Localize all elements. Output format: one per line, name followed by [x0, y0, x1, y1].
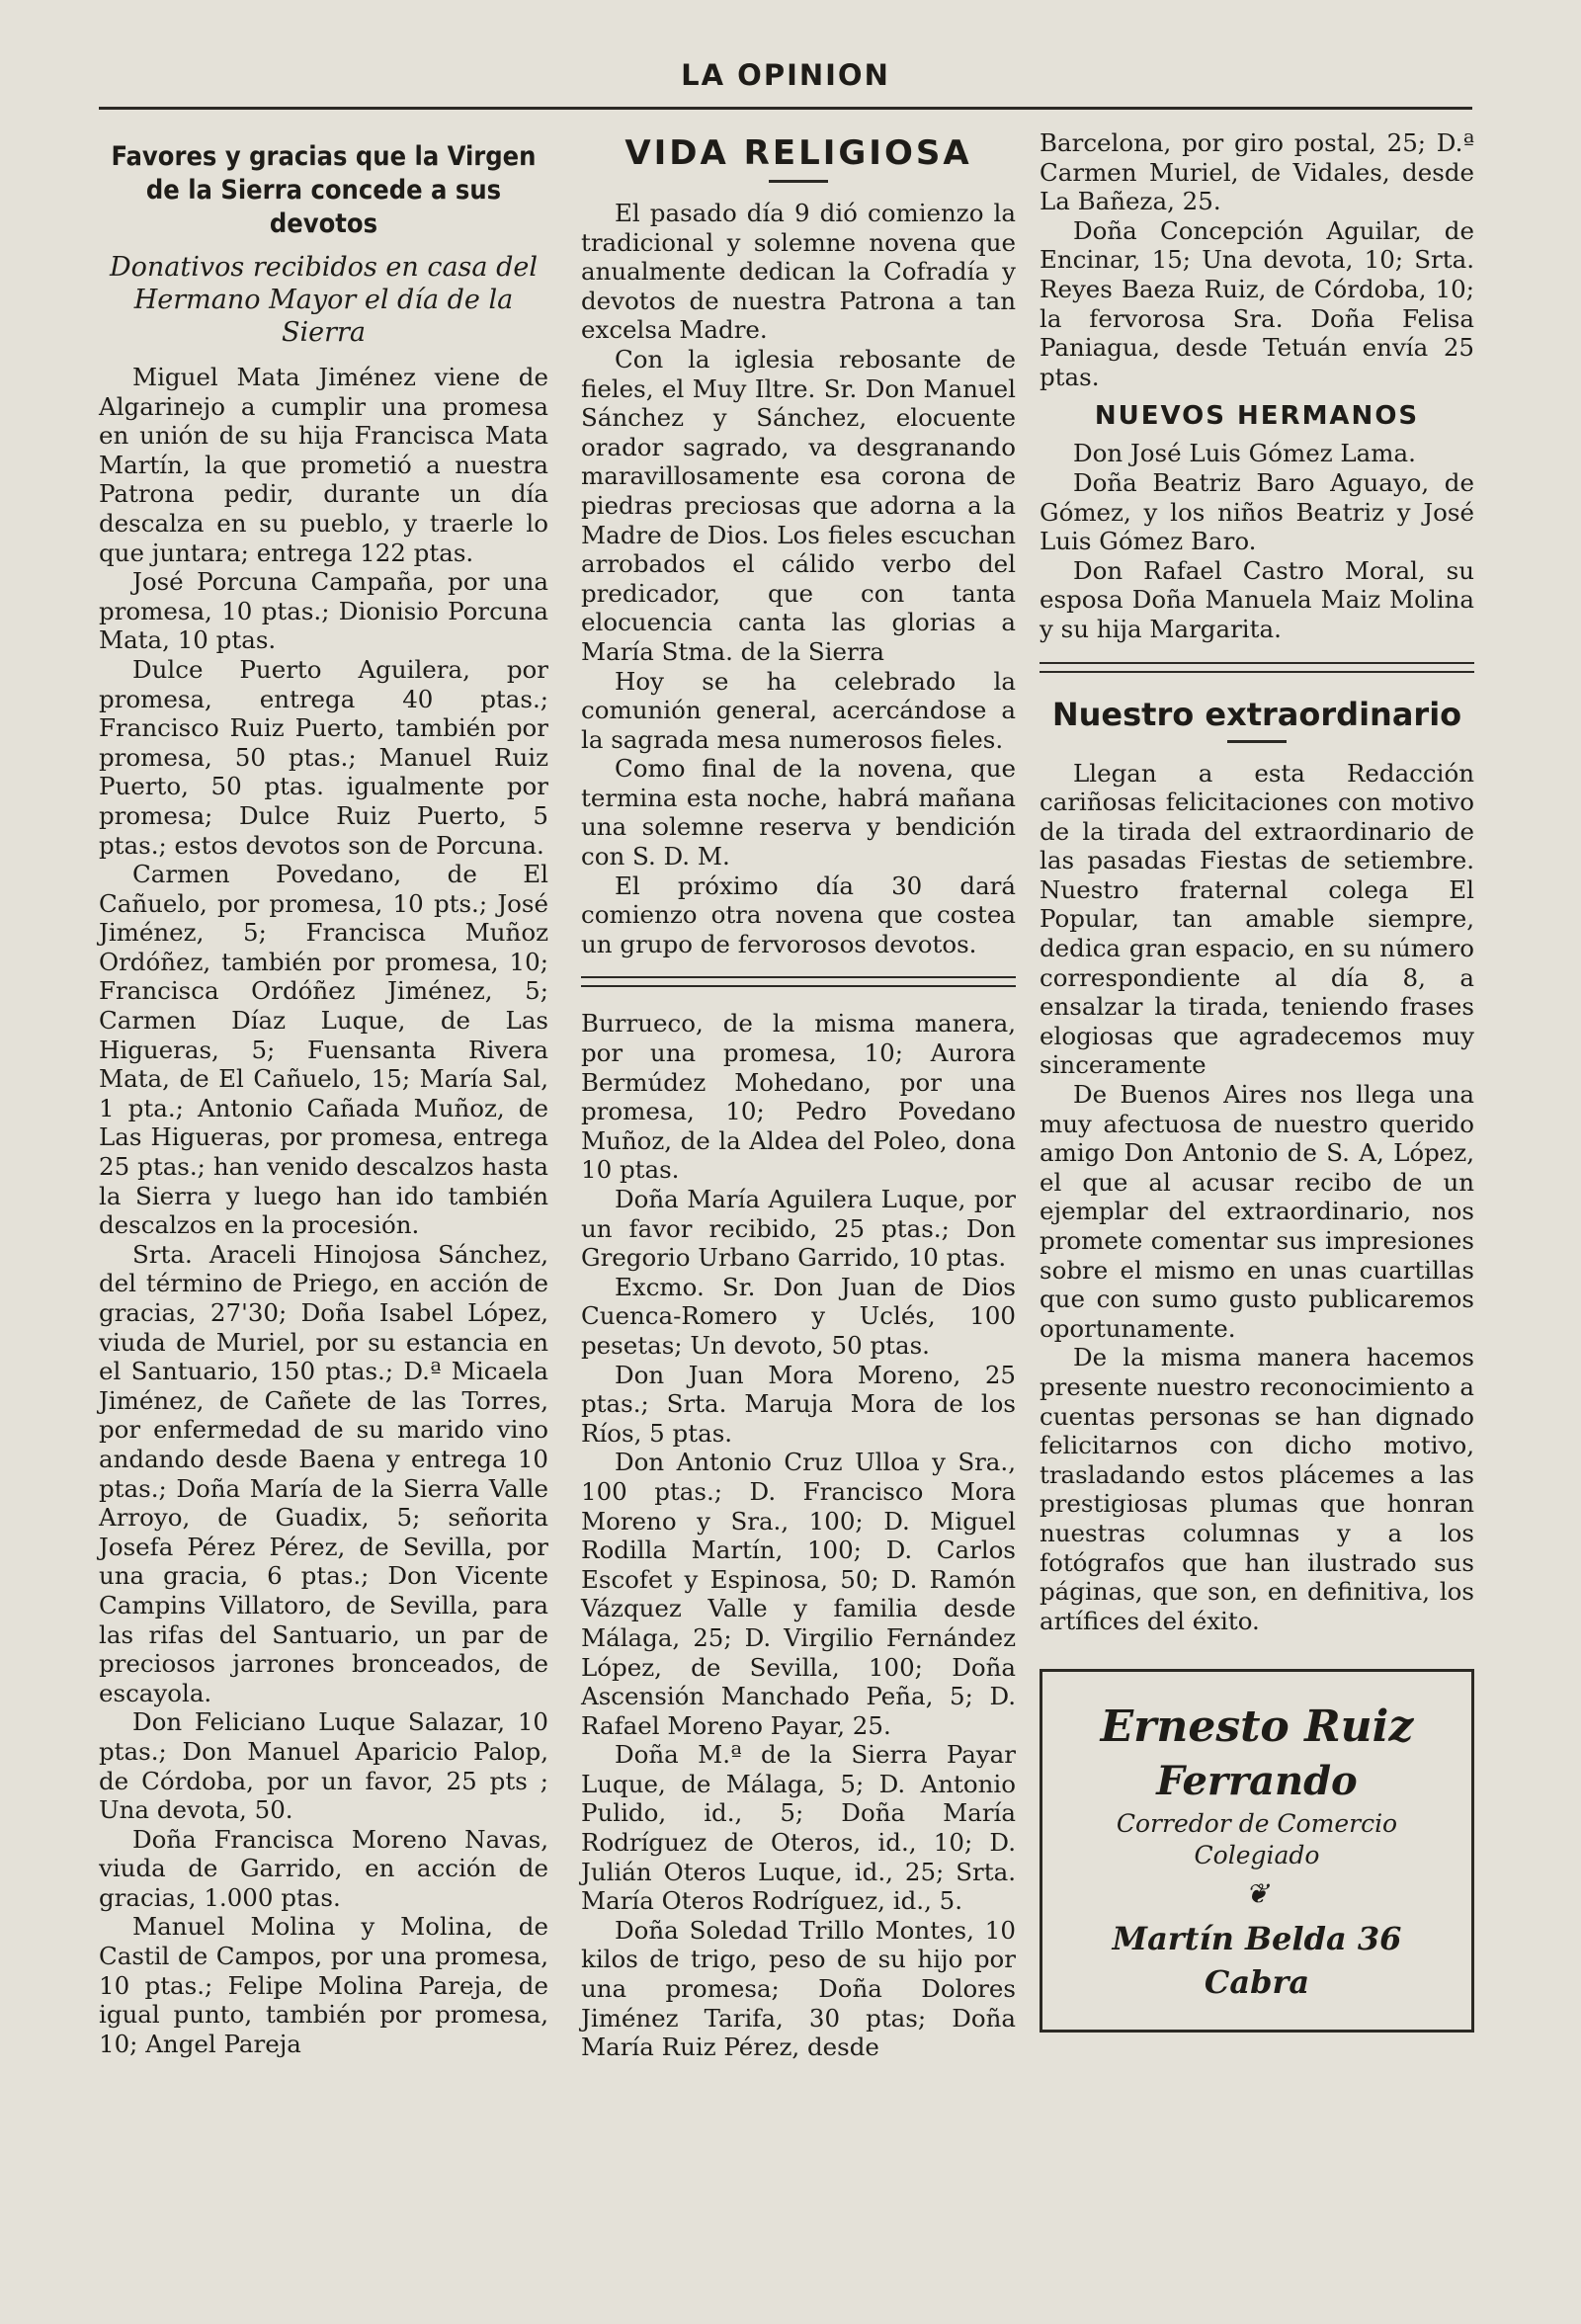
ad-city: Cabra: [1204, 1963, 1310, 2002]
vida-religiosa-heading: VIDA RELIGIOSA: [624, 133, 972, 173]
member-entry: Don José Luis Gómez Lama.: [1073, 439, 1416, 468]
masthead-title: LA OPINION: [681, 58, 890, 92]
ornament-icon: ❦: [1245, 1877, 1269, 1911]
paragraph: El pasado día 9 dió comienzo la tradicional y solemne novena que anualmente dedican la Cofradía y devotos de nuestra Patrona a tan excelsa Madre.: [581, 199, 1016, 345]
member-entry: Don Rafael Castro Moral, su esposa Doña Manuela Maiz Molina y su hija Margarita.: [1040, 555, 1474, 643]
ad-address: Martín Belda 36: [1112, 1920, 1402, 1958]
paragraph: Excmo. Sr. Don Juan de Dios Cuenca-Romero y Uclés, 100 pesetas; Un devoto, 50 ptas.: [581, 1272, 1016, 1360]
paragraph: Llegan a esta Redacción cariñosas felicitaciones con motivo de la tirada del extraordinario de las pasadas Fiestas de setiembre. Nuestro fraternal colega El Popular, tan amable siempre, dedica gran espacio, en su número correspondiente al día 8, a ensalzar la tirada, teniendo frases elogiosas que agradecemos muy sinceramente: [1040, 758, 1474, 1080]
paragraph: Barcelona, por giro postal, 25; D.ª Carmen Muriel, de Vidales, desde La Bañeza, 25.: [1040, 128, 1474, 216]
paragraph: Como final de la novena, que termina esta noche, habrá mañana una solemne reserva y bendición con S. D. M.: [581, 754, 1016, 872]
paragraph: El próximo día 30 dará comienzo otra novena que costea un grupo de fervorosos devotos.: [581, 871, 1016, 958]
ad-profession-qualifier: Colegiado: [1194, 1841, 1320, 1870]
ad-name-line1: Ernesto Ruiz: [1100, 1702, 1414, 1753]
donations-intro: Donativos recibidos en casa del Hermano Mayor el día de la Sierra: [110, 252, 538, 348]
ad-name-line2: Ferrando: [1156, 1758, 1358, 1805]
section-divider: [581, 976, 1016, 987]
advertisement-box: [1040, 1669, 1474, 2033]
paragraph: Doña Soledad Trillo Montes, 10 kilos de trigo, peso de su hijo por una promesa; Doña Dolores Jiménez Tarifa, 30 ptas; Doña María Ruiz Pérez, desde: [581, 1915, 1016, 2062]
favores-heading: Favores y gracias que la Virgen de la Sierra concede a sus devotos: [111, 141, 537, 239]
ad-profession: Corredor de Comercio: [1116, 1809, 1398, 1839]
paragraph: Dulce Puerto Aguilera, por promesa, entrega 40 ptas.; Francisco Ruiz Puerto, también por promesa, 50 ptas.; Manuel Ruiz Puerto, 50 ptas. igualmente por promesa; Dulce Ruiz Puerto, 5 ptas.; estos devotos son de Porcuna.: [99, 654, 548, 860]
paragraph: Don Feliciano Luque Salazar, 10 ptas.; Don Manuel Aparicio Palop, de Córdoba, por un favor, 25 pts ; Una devota, 50.: [99, 1707, 548, 1825]
section-divider: [1040, 662, 1474, 673]
column-2: [581, 128, 1016, 2062]
masthead: [99, 51, 1472, 110]
paragraph: Manuel Molina y Molina, de Castil de Campos, por una promesa, 10 ptas.; Felipe Molina Pareja, de igual punto, también por promesa, 10; Angel Pareja: [99, 1912, 548, 2058]
paragraph: Doña M.ª de la Sierra Payar Luque, de Málaga, 5; D. Antonio Pulido, id., 5; Doña María Rodríguez de Oteros, id., 10; D. Julián Oteros Luque, id., 25; Srta. María Oteros Rodríguez, id., 5.: [581, 1740, 1016, 1916]
paragraph: Doña María Aguilera Luque, por un favor recibido, 25 ptas.; Don Gregorio Urbano Garrido, 10 ptas.: [581, 1185, 1016, 1273]
paragraph: Don Juan Mora Moreno, 25 ptas.; Srta. Maruja Mora de los Ríos, 5 ptas.: [581, 1360, 1016, 1448]
heading-rule: [769, 180, 828, 183]
paragraph: José Porcuna Campaña, por una promesa, 10 ptas.; Dionisio Porcuna Mata, 10 ptas.: [99, 567, 548, 655]
paragraph: Con la iglesia rebosante de fieles, el Muy Iltre. Sr. Don Manuel Sánchez y Sánchez, elocuente orador sagrado, va desgranando maravillosamente esa corona de piedras preciosas que adorna a la Madre de Dios. Los fieles escuchan arrobados el cálido verbo del predicador, que con tanta elocuencia canta las glorias a María Stma. de la Sierra: [581, 344, 1016, 666]
paragraph: Don Antonio Cruz Ulloa y Sra., 100 ptas.; D. Francisco Mora Moreno y Sra., 100; D. Miguel Rodilla Martín, 100; D. Carlos Escofet y Espinosa, 50; D. Ramón Vázquez Valle y familia desde Málaga, 25; D. Virgilio Fernández López, de Sevilla, 100; Doña Ascensión Manchado Peña, 5; D. Rafael Moreno Payar, 25.: [581, 1448, 1016, 1740]
paragraph: De la misma manera hacemos presente nuestro reconocimiento a cuentas personas se han dignado felicitarnos con dicho motivo, trasladando estos plácemes a las prestigiosas plumas que honran nuestras columnas y a los fotógrafos que han ilustrado sus páginas, que son, en definitiva, los artífices del éxito.: [1040, 1343, 1474, 1635]
nuevos-hermanos-heading: NUEVOS HERMANOS: [1094, 401, 1420, 432]
column-1: [99, 128, 548, 2058]
paragraph: De Buenos Aires nos llega una muy afectuosa de nuestro querido amigo Don Antonio de S. A, López, el que al acusar recibo de un ejemplar del extraordinario, nos promete comentar sus impresiones sobre el mismo en unas cuartillas que con sumo gusto publicaremos oportunamente.: [1040, 1080, 1474, 1343]
heading-rule: [1227, 740, 1287, 743]
paragraph: Doña Francisca Moreno Navas, viuda de Garrido, en acción de gracias, 1.000 ptas.: [99, 1824, 548, 1912]
column-3: [1040, 128, 1474, 2033]
paragraph: Hoy se ha celebrado la comunión general, acercándose a la sagrada mesa numerosos fieles.: [581, 666, 1016, 754]
paragraph: Srta. Araceli Hinojosa Sánchez, del término de Priego, en acción de gracias, 27'30; Doña Isabel López, viuda de Muriel, por su estancia en el Santuario, 150 ptas.; D.ª Micaela Jiménez, de Cañete de las Torres, por enfermedad de su marido vino andando desde Baena y entrega 10 ptas.; Doña María de la Sierra Valle Arroyo, de Guadix, 5; señorita Josefa Pérez Pérez, de Sevilla, por una gracia, 6 ptas.; Don Vicente Campins Villatoro, de Sevilla, para las rifas del Santuario, un par de preciosos jarrones bronceados, de escayola.: [99, 1239, 548, 1707]
paragraph: Doña Concepción Aguilar, de Encinar, 15; Una devota, 10; Srta. Reyes Baeza Ruiz, de Córdoba, 10; la fervorosa Sra. Doña Felisa Paniagua, desde Tetuán envía 25 ptas.: [1040, 215, 1474, 391]
nuestro-extraordinario-heading: Nuestro extraordinario: [1051, 695, 1462, 733]
paragraph: Carmen Povedano, de El Cañuelo, por promesa, 10 pts.; José Jiménez, 5; Francisca Muñoz Ordóñez, también por promesa, 10; Francisca Ordóñez Jiménez, 5; Carmen Díaz Luque, de Las Higueras, 5; Fuensanta Rivera Mata, de El Cañuelo, 15; María Sal, 1 pta.; Antonio Cañada Muñoz, de Las Higueras, por promesa, entrega 25 ptas.; han venido descalzos hasta la Sierra y luego han ido también descalzos en la procesión.: [99, 860, 548, 1240]
paragraph: Miguel Mata Jiménez viene de Algarinejo a cumplir una promesa en unión de su hija Francisca Mata Martín, la que prometió a nuestra Patrona pedir, durante un día descalza en su pueblo, y traerle lo que juntara; entrega 122 ptas.: [99, 363, 548, 567]
paragraph: Burrueco, de la misma manera, por una promesa, 10; Aurora Bermúdez Mohedano, por una promesa, 10; Pedro Povedano Muñoz, de la Aldea del Poleo, dona 10 ptas.: [581, 1009, 1016, 1185]
member-entry: Doña Beatriz Baro Aguayo, de Gómez, y los niños Beatriz y José Luis Gómez Baro.: [1040, 467, 1474, 556]
